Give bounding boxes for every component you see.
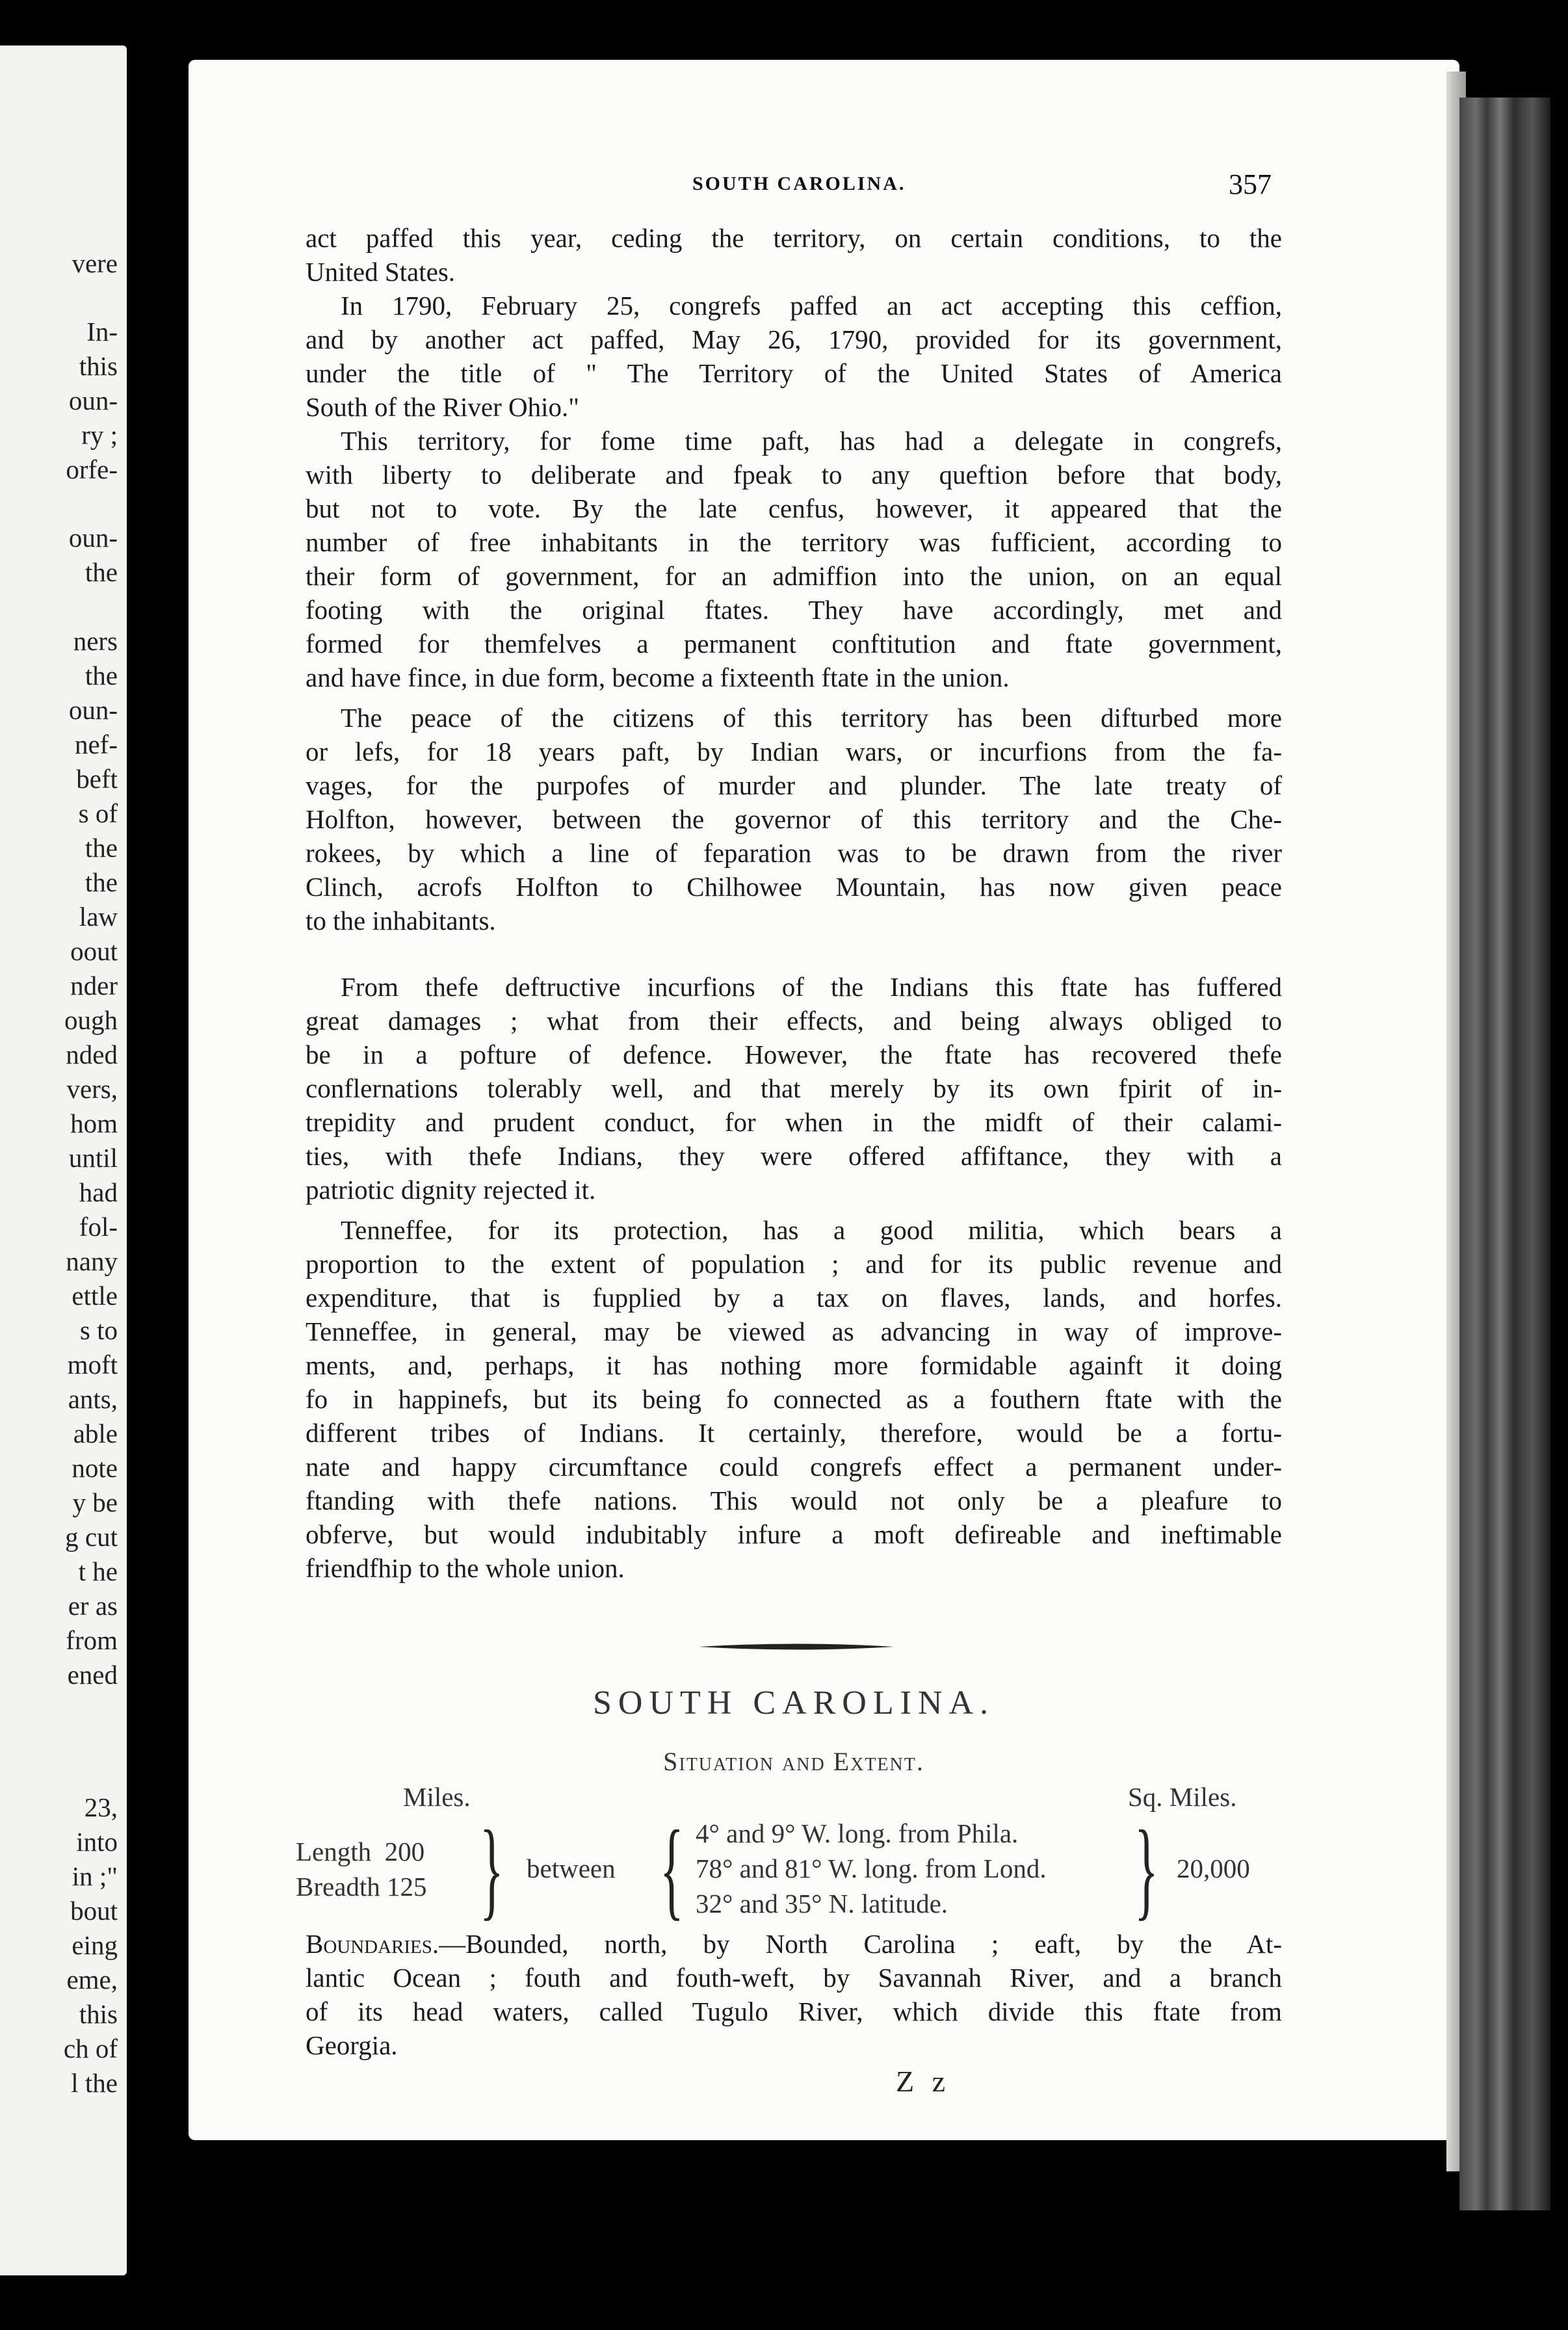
body-line: and by another act paffed, May 26, 1790, provided for its government, — [306, 324, 1282, 354]
body-line: their form of government, for an admiffion into the union, on an equal — [306, 561, 1282, 591]
page-number: 357 — [1229, 168, 1272, 200]
section-subtitle: Situation and Extent. — [663, 1747, 924, 1776]
margin-fragment: from — [66, 1625, 118, 1655]
margin-fragment: er as — [68, 1591, 118, 1621]
right-brace-icon: } — [480, 1808, 504, 1930]
boundaries-line: of its head waters, called Tugulo River, which divide this ftate from — [306, 1996, 1282, 2026]
body-line: United States. — [306, 257, 456, 287]
margin-fragment: s of — [78, 798, 118, 828]
margin-fragment: fol- — [79, 1212, 118, 1242]
margin-fragment: law — [79, 902, 118, 932]
margin-fragment: until — [68, 1143, 118, 1173]
margin-fragment: l the — [71, 2068, 118, 2098]
margin-fragment: the — [85, 867, 118, 897]
body-line: under the title of " The Territory of the United States of America — [306, 358, 1282, 388]
body-line: ftanding with thefe nations. This would not only be a pleafure to — [306, 1486, 1282, 1515]
length-value: Length 200 — [296, 1837, 425, 1866]
margin-fragment: vere — [72, 248, 118, 278]
body-line: footing with the original ftates. They have accordingly, met and — [306, 595, 1282, 625]
margin-fragment: y be — [72, 1487, 118, 1517]
boundaries-line: Georgia. — [306, 2030, 398, 2060]
body-line: rokees, by which a line of feparation was to be drawn from the river — [306, 838, 1282, 868]
margin-fragment: into — [76, 1827, 118, 1857]
margin-fragment: moft — [67, 1350, 118, 1380]
boundaries-line — [306, 1927, 1282, 1961]
range-line: 4° and 9° W. long. from Phila. — [696, 1818, 1019, 1848]
margin-fragment: ch of — [63, 2034, 118, 2063]
ornamental-rule — [699, 1642, 894, 1651]
margin-fragment: the — [85, 557, 118, 587]
body-line: Holfton, however, between the governor of this territory and the Che- — [306, 804, 1282, 834]
margin-fragment: beft — [76, 764, 118, 794]
range-line: 78° and 81° W. long. from Lond. — [696, 1853, 1047, 1883]
margin-fragment: ners — [73, 626, 118, 656]
margin-fragment: in ;" — [72, 1861, 118, 1891]
margin-fragment: ettle — [72, 1281, 118, 1311]
body-line: ties, with thefe Indians, they were offered affiftance, they with a — [306, 1141, 1282, 1171]
body-line: friendfhip to the whole union. — [306, 1553, 625, 1583]
body-line: proportion to the extent of population ; and for its public revenue and — [306, 1249, 1282, 1279]
body-line: From thefe deftructive incurfions of the Indians this ftate has fuffered — [341, 972, 1282, 1002]
margin-fragment: ough — [64, 1005, 118, 1035]
margin-fragment: oun- — [68, 523, 118, 553]
body-line: different tribes of Indians. It certainly, therefore, would be a fortu- — [306, 1418, 1282, 1448]
boundaries-lead: Boundaries. — [306, 1929, 439, 1959]
between-label: between — [527, 1853, 616, 1883]
right-brace-icon: } — [1134, 1808, 1158, 1930]
left-brace-icon: { — [660, 1808, 684, 1930]
body-line: to the inhabitants. — [306, 906, 496, 936]
body-line: formed for themfelves a permanent conftitution and ftate government, — [306, 629, 1282, 659]
boundaries-line: lantic Ocean ; fouth and fouth-weft, by Savannah River, and a branch — [306, 1963, 1282, 1993]
area-value: 20,000 — [1177, 1853, 1250, 1883]
margin-fragment: nany — [66, 1246, 118, 1276]
body-line: ments, and, perhaps, it has nothing more formidable againft it doing — [306, 1350, 1282, 1380]
body-line: South of the River Ohio." — [306, 392, 580, 422]
body-line: great damages ; what from their effects, and being always obliged to — [306, 1006, 1282, 1036]
margin-fragment: s to — [79, 1315, 118, 1345]
body-line: with liberty to deliberate and fpeak to any queftion before that body, — [306, 460, 1282, 490]
body-line: be in a pofture of defence. However, the ftate has recovered thefe — [306, 1040, 1282, 1069]
margin-fragment: oout — [70, 936, 118, 966]
body-line: Tenneffee, for its protection, has a good militia, which bears a — [341, 1215, 1282, 1245]
margin-fragment: the — [85, 833, 118, 863]
book-spine — [1459, 98, 1550, 2210]
boundaries-text: —Bounded, north, by North Carolina ; eaft, by the At- — [439, 1929, 1282, 1959]
body-line: obferve, but would indubitably infure a moft defireable and ineftimable — [306, 1519, 1282, 1549]
breadth-value: Breadth 125 — [296, 1872, 427, 1902]
margin-fragment: t he — [78, 1556, 118, 1586]
margin-fragment: ened — [67, 1660, 118, 1690]
range-line: 32° and 35° N. latitude. — [696, 1889, 948, 1918]
margin-fragment: able — [73, 1419, 118, 1448]
body-line: and have fince, in due form, become a fixteenth ftate in the union. — [306, 662, 1010, 692]
body-line: Tenneffee, in general, may be viewed as advancing in way of improve- — [306, 1316, 1282, 1346]
body-line: or lefs, for 18 years paft, by Indian wars, or incurfions from the fa- — [306, 737, 1282, 766]
margin-fragment: orfe- — [66, 454, 118, 484]
sq-miles-header: Sq. Miles. — [1128, 1782, 1237, 1812]
section-title: SOUTH CAROLINA. — [593, 1684, 995, 1721]
margin-fragment: oun- — [68, 695, 118, 725]
margin-fragment: bout — [70, 1896, 118, 1926]
margin-fragment: hom — [70, 1108, 118, 1138]
margin-fragment: eme, — [66, 1965, 118, 1995]
miles-header: Miles. — [403, 1782, 471, 1812]
margin-fragment: In- — [86, 317, 118, 347]
margin-fragment: the — [85, 661, 118, 690]
body-line: In 1790, February 25, congrefs paffed an act accepting this ceffion, — [341, 291, 1282, 321]
body-line: vages, for the purpofes of murder and plunder. The late treaty of — [306, 770, 1282, 800]
margin-fragment: this — [79, 351, 118, 381]
body-line: expenditure, that is fupplied by a tax on flaves, lands, and horfes. — [306, 1283, 1282, 1313]
margin-fragment: 23, — [84, 1792, 118, 1822]
margin-fragment: ants, — [68, 1384, 118, 1414]
body-line: nate and happy circumftance could congrefs effect a permanent under- — [306, 1452, 1282, 1482]
margin-fragment: nef- — [74, 729, 118, 759]
running-head: SOUTH CAROLINA. — [692, 173, 906, 194]
body-line: but not to vote. By the late cenfus, however, it appeared that the — [306, 493, 1282, 523]
margin-fragment: nder — [70, 971, 118, 1001]
margin-fragment: note — [72, 1453, 118, 1483]
body-line: patriotic dignity rejected it. — [306, 1175, 596, 1205]
margin-fragment: g cut — [65, 1522, 118, 1552]
body-line: The peace of the citizens of this territory has been difturbed more — [341, 703, 1282, 733]
body-line: Clinch, acrofs Holfton to Chilhowee Mountain, has now given peace — [306, 872, 1282, 902]
signature-mark: Z z — [896, 2065, 951, 2098]
margin-fragment: nded — [66, 1040, 118, 1069]
margin-fragment: oun- — [68, 386, 118, 415]
margin-fragment: had — [79, 1177, 118, 1207]
body-line: number of free inhabitants in the territory was fufficient, according to — [306, 527, 1282, 557]
body-line: conflernations tolerably well, and that merely by its own fpirit of in- — [306, 1073, 1282, 1103]
facing-page-edge — [0, 46, 127, 2275]
margin-fragment: this — [79, 1999, 118, 2029]
margin-fragment: eing — [72, 1930, 118, 1960]
body-line: fo in happinefs, but its being fo connected as a fouthern ftate with the — [306, 1384, 1282, 1414]
margin-fragment: vers, — [66, 1074, 118, 1104]
body-line: act paffed this year, ceding the territory, on certain conditions, to the — [306, 223, 1282, 253]
body-line: trepidity and prudent conduct, for when in the midft of their calami- — [306, 1107, 1282, 1137]
body-line: This territory, for fome time paft, has had a delegate in congrefs, — [341, 426, 1282, 456]
margin-fragment: ry ; — [81, 420, 118, 450]
